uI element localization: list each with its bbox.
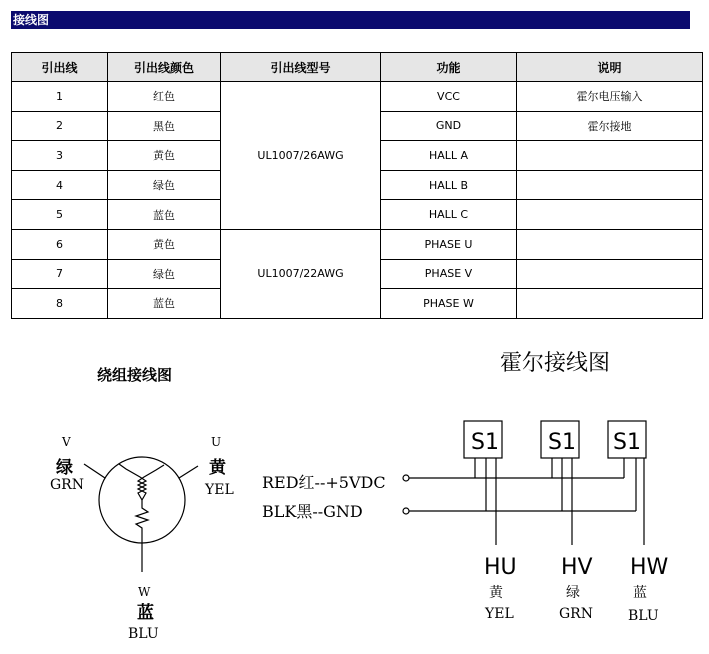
cell-lead: 5: [12, 200, 108, 230]
coil-u: [138, 465, 164, 500]
label-u: U: [211, 435, 222, 449]
cell-lead: 2: [12, 111, 108, 141]
cell-function: HALL C: [381, 200, 517, 230]
cell-lead: 1: [12, 82, 108, 112]
cell-lead: 8: [12, 289, 108, 319]
gnd-terminal: [403, 508, 409, 514]
header-wire-model: 引出线型号: [221, 53, 381, 82]
label-v-cn: 绿: [56, 458, 73, 478]
label-w-en: BLU: [128, 626, 159, 642]
vcc-terminal: [403, 475, 409, 481]
hall-sensor-2-label: S1: [548, 430, 576, 455]
cell-color: 蓝色: [108, 289, 221, 319]
label-u-cn: 黄: [209, 458, 226, 478]
coil-w: [136, 500, 148, 543]
cell-wire-model: UL1007/26AWG: [221, 82, 381, 230]
red-vcc-label: RED红--+5VDC: [262, 473, 386, 492]
hall-sensor-1-label: S1: [471, 430, 499, 455]
lead-u: [179, 466, 198, 478]
label-w-cn: 蓝: [137, 603, 154, 623]
winding-diagram: [84, 457, 198, 572]
cell-function: PHASE W: [381, 289, 517, 319]
hall-hu-label: HU: [484, 555, 517, 580]
cell-color: 黄色: [108, 141, 221, 171]
header-lead-color: 引出线颜色: [108, 53, 221, 82]
label-u-en: YEL: [205, 482, 234, 498]
cell-color: 绿色: [108, 170, 221, 200]
hall-diagram-title: 霍尔接线图: [500, 351, 611, 376]
label-v: V: [62, 435, 71, 449]
hall-hv-cn: 绿: [566, 585, 580, 601]
cell-color: 黄色: [108, 229, 221, 259]
label-v-en: GRN: [50, 477, 84, 493]
hall-hw-label: HW: [630, 555, 669, 580]
header-note: 说明: [517, 53, 703, 82]
cell-lead: 6: [12, 229, 108, 259]
lead-v: [84, 464, 105, 478]
cell-color: 黑色: [108, 111, 221, 141]
cell-color: 红色: [108, 82, 221, 112]
cell-lead: 7: [12, 259, 108, 289]
cell-function: PHASE U: [381, 229, 517, 259]
cell-function: PHASE V: [381, 259, 517, 289]
hall-hw-cn: 蓝: [633, 585, 647, 601]
label-w: W: [138, 585, 151, 599]
cell-note: 霍尔电压输入: [517, 82, 703, 112]
cell-function: HALL A: [381, 141, 517, 171]
cell-lead: 4: [12, 170, 108, 200]
blk-gnd-label: BLK黑--GND: [262, 502, 363, 521]
header-function: 功能: [381, 53, 517, 82]
section-title: 接线图: [11, 11, 690, 29]
coil-v: [119, 464, 146, 500]
header-lead: 引出线: [12, 53, 108, 82]
hall-hu-en: YEL: [485, 606, 514, 622]
cell-color: 蓝色: [108, 200, 221, 230]
cell-wire-model: UL1007/22AWG: [221, 229, 381, 318]
hall-hv-label: HV: [561, 555, 593, 580]
hall-hu-cn: 黄: [489, 585, 503, 601]
hall-diagram: [403, 421, 646, 545]
cell-lead: 3: [12, 141, 108, 171]
cell-function: HALL B: [381, 170, 517, 200]
hall-hv-en: GRN: [559, 606, 593, 622]
cell-function: GND: [381, 111, 517, 141]
winding-diagram-title: 绕组接线图: [97, 366, 173, 384]
hall-hw-en: BLU: [628, 608, 659, 624]
cell-color: 绿色: [108, 259, 221, 289]
cell-note: 霍尔接地: [517, 111, 703, 141]
hall-sensor-3-label: S1: [613, 430, 641, 455]
cell-function: VCC: [381, 82, 517, 112]
